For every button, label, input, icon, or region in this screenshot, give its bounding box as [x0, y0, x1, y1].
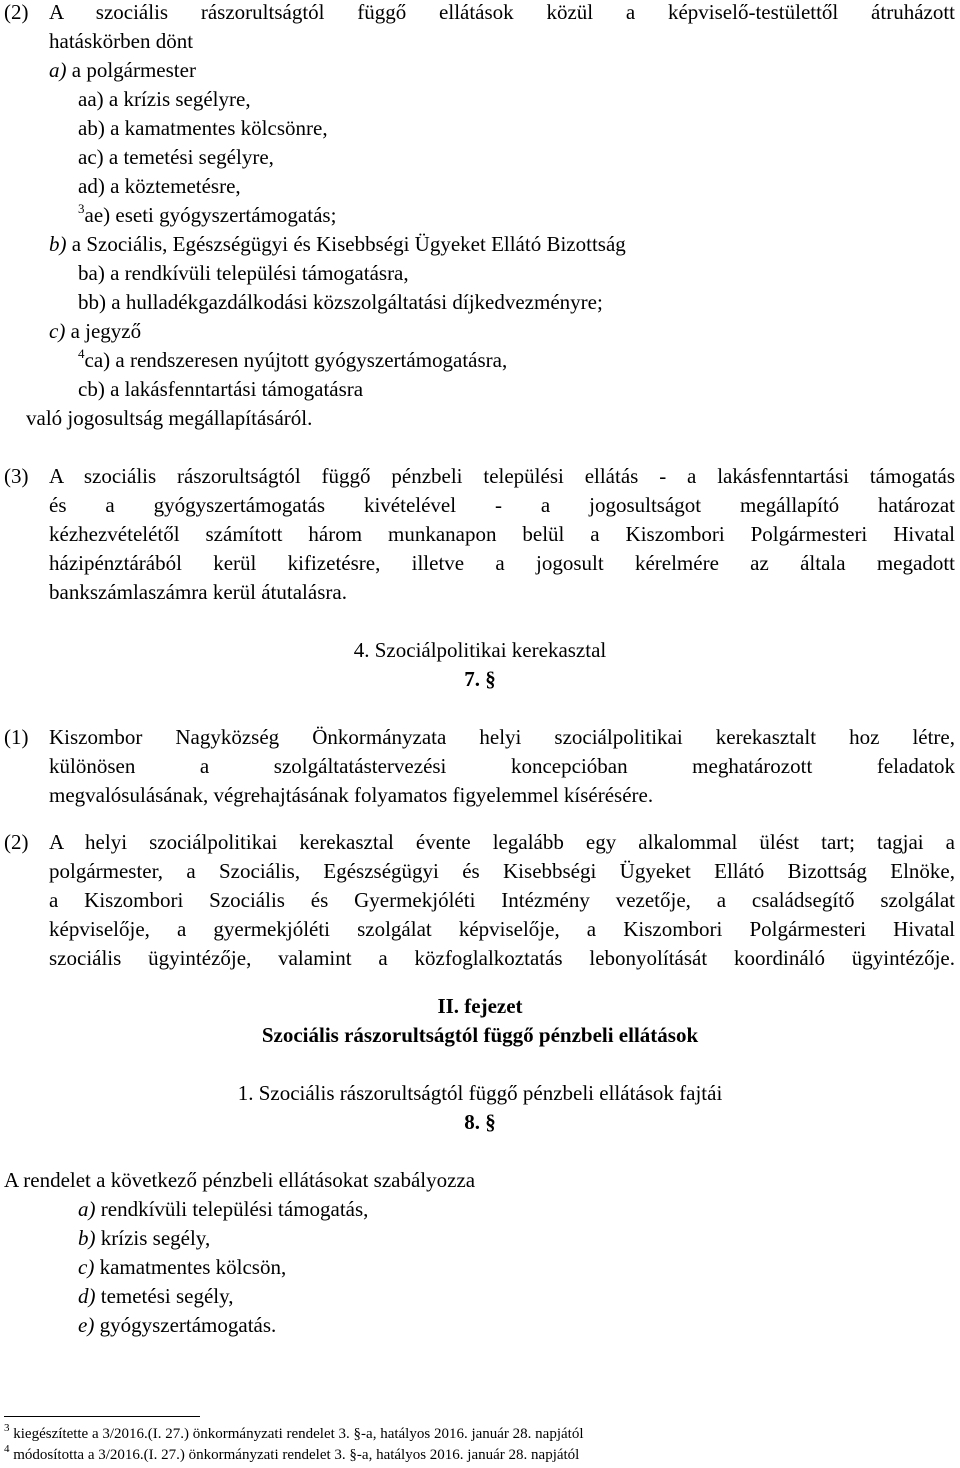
paragraph-text: a Kiszombori Szociális és Gyermekjóléti Intézmény vezetője, a családsegítő szolgálat: [49, 888, 955, 912]
list-item: [78, 1257, 286, 1278]
list-text: a jegyző: [65, 319, 142, 343]
footnote: [4, 1422, 584, 1442]
paragraph-number: (1): [4, 725, 29, 749]
footnote-text: kiegészítette a 3/2016.(I. 27.) önkormányzati rendelet 3. §-a, hatályos 2016. január 28. napjától: [13, 1426, 584, 1442]
list-item: cb) a lakásfenntartási támogatásra: [78, 377, 364, 401]
list-text: temetési segély,: [95, 1284, 234, 1308]
paragraph-text: képviselője, a gyermekjóléti szolgálat képviselője, a Kiszombori Polgármesteri Hivatal: [49, 917, 955, 941]
paragraph-heading: 7. §: [464, 667, 496, 691]
list-item: ab) a kamatmentes kölcsönre,: [78, 116, 328, 140]
list-letter: a): [78, 1197, 96, 1221]
list-item: ac) a temetési segélyre,: [78, 145, 274, 169]
paragraph-number: (2): [4, 830, 29, 854]
footnote: [4, 1443, 580, 1463]
footnote-number: 4: [4, 1443, 10, 1455]
footnote-ref: 4: [78, 346, 85, 361]
paragraph-text: A rendelet a következő pénzbeli ellátásokat szabályozza: [4, 1168, 476, 1192]
list-text: kamatmentes kölcsön,: [94, 1255, 287, 1279]
list-text: a Szociális, Egészségügyi és Kisebbségi Ügyeket Ellátó Bizottság: [66, 232, 626, 256]
list-letter: e): [78, 1313, 95, 1337]
paragraph-text: különösen a szolgáltatástervezési koncepcióban meghatározott feladatok: [49, 754, 955, 778]
list-item: [78, 1315, 276, 1336]
paragraph-text: polgármester, a Szociális, Egészségügyi és Kisebbségi Ügyeket Ellátó Bizottság Elnöke,: [49, 859, 955, 883]
list-text: gyógyszertámogatás.: [94, 1313, 277, 1337]
chapter-subtitle: Szociális rászorultságtól függő pénzbeli ellátások: [261, 1023, 699, 1047]
list-item: [78, 1228, 210, 1249]
paragraph-text: A helyi szociálpolitikai kerekasztal évente legalább egy alkalommal ülést tart; tagjai a: [49, 830, 955, 854]
list-item: ba) a rendkívüli települési támogatásra,: [78, 261, 409, 285]
paragraph-text: házipénztárából kerül kifizetésre, illetve a jogosult kérelmére az általa megadott: [49, 551, 955, 575]
chapter-title: II. fejezet: [437, 994, 523, 1018]
list-letter: b): [49, 232, 67, 256]
footnote-number: 3: [4, 1422, 10, 1434]
paragraph-text: A szociális rászorultságtól függő pénzbeli települési ellátás - a lakásfenntartási támogatás: [49, 464, 955, 488]
list-item: [49, 60, 196, 81]
list-letter: b): [78, 1226, 96, 1250]
paragraph-text: hatáskörben dönt: [49, 29, 194, 53]
footnote-text: módosította a 3/2016.(I. 27.) önkormányzati rendelet 3. §-a, hatályos 2016. január 28. napjától: [13, 1447, 580, 1463]
list-text: ae) eseti gyógyszertámogatás;: [84, 203, 337, 227]
paragraph-text: bankszámlaszámra kerül átutalásra.: [49, 580, 347, 604]
list-text: ca) a rendszeresen nyújtott gyógyszertámogatásra,: [84, 348, 508, 372]
paragraph-text: kézhezvételétől számított három munkanapon belül a Kiszombori Polgármesteri Hivatal: [49, 522, 955, 546]
list-letter: d): [78, 1284, 96, 1308]
list-letter: c): [49, 319, 66, 343]
paragraph-text: Kiszombor Nagyközség Önkormányzata helyi szociálpolitikai kerekasztalt hoz létre,: [49, 725, 955, 749]
list-text: krízis segély,: [95, 1226, 211, 1250]
paragraph-text: megvalósulásának, végrehajtásának folyamatos figyelemmel kísérésére.: [49, 783, 654, 807]
list-letter: c): [78, 1255, 95, 1279]
list-item: [78, 346, 508, 372]
section-heading: 4. Szociálpolitikai kerekasztal: [353, 638, 607, 662]
footnote-ref: 3: [78, 201, 85, 216]
paragraph-heading: 8. §: [464, 1110, 496, 1134]
list-item: [49, 234, 626, 255]
paragraph-text: A szociális rászorultságtól függő ellátások közül a képviselő-testülettől átruházott: [49, 0, 955, 24]
list-text: a polgármester: [66, 58, 196, 82]
list-item: [49, 321, 141, 342]
list-text: rendkívüli települési támogatás,: [95, 1197, 369, 1221]
paragraph-number: (2): [4, 0, 29, 24]
list-item: [78, 1286, 234, 1307]
list-item: ad) a köztemetésre,: [78, 174, 241, 198]
paragraph-number: (3): [4, 464, 29, 488]
paragraph-text: és a gyógyszertámogatás kivételével - a jogosultságot megállapító határozat: [49, 493, 955, 517]
list-item: [78, 1199, 368, 1220]
list-item: [78, 201, 337, 227]
footnote-separator: [4, 1416, 200, 1417]
list-letter: a): [49, 58, 67, 82]
list-item: aa) a krízis segélyre,: [78, 87, 251, 111]
paragraph-text: való jogosultság megállapításáról.: [26, 406, 313, 430]
section-heading: 1. Szociális rászorultságtól függő pénzbeli ellátások fajtái: [237, 1081, 723, 1105]
list-item: bb) a hulladékgazdálkodási közszolgáltatási díjkedvezményre;: [78, 290, 603, 314]
paragraph-text: szociális ügyintézője, valamint a közfoglalkoztatás lebonyolítását koordináló ügyintézője.: [49, 946, 955, 970]
